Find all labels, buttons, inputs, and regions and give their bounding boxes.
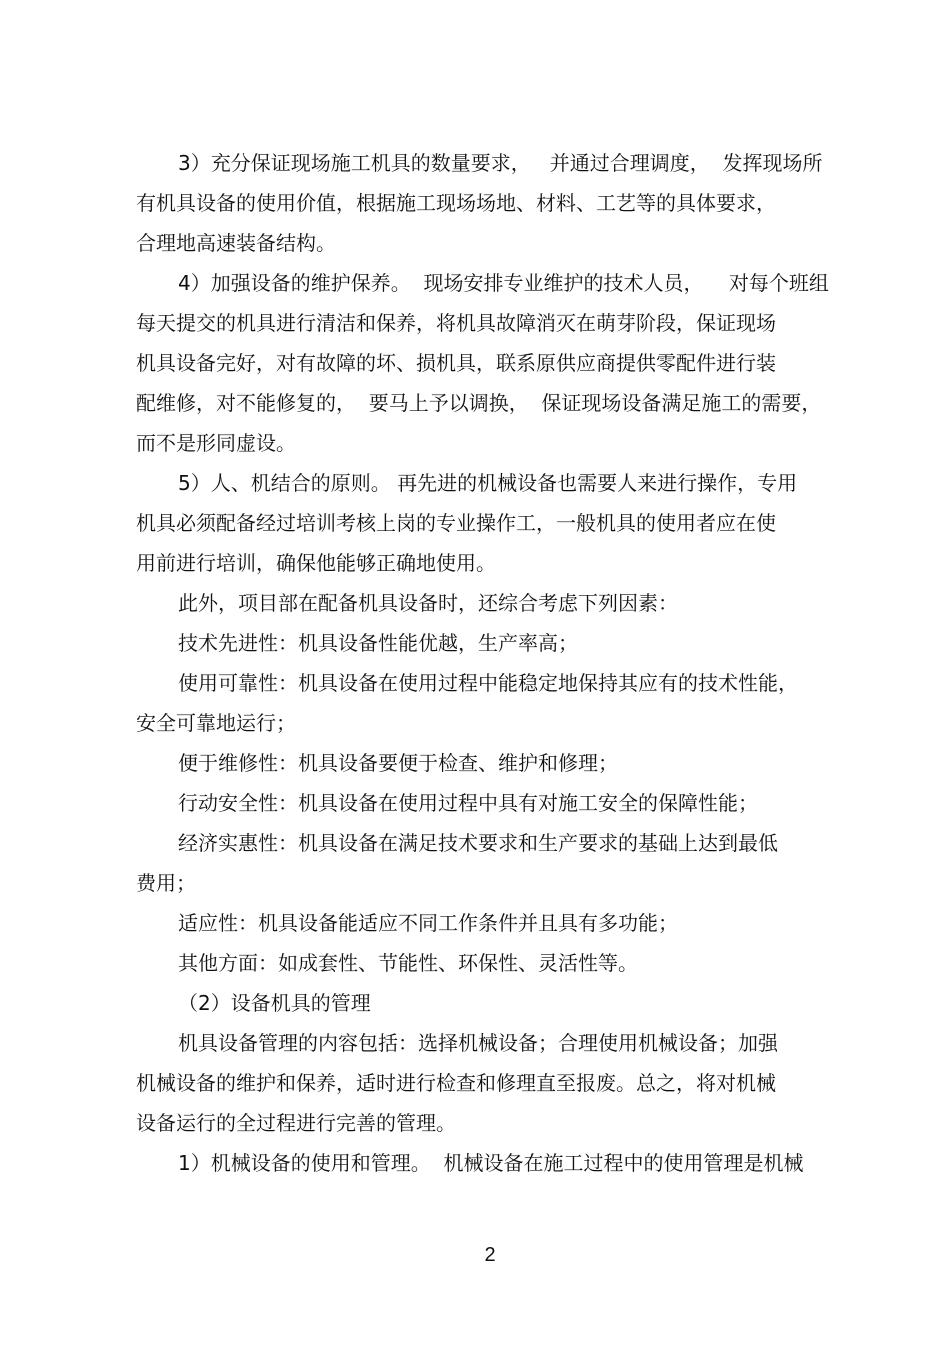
text-line: 设备运行的全过程进行完善的管理。 xyxy=(136,1111,456,1135)
text-line: 便于维修性：机具设备要便于检查、维护和修理； xyxy=(178,751,618,775)
text-line: 其他方面：如成套性、节能性、环保性、灵活性等。 xyxy=(178,951,638,975)
text-line: 机具设备完好，对有故障的坏、损机具，联系原供应商提供零配件进行装 xyxy=(136,351,776,375)
text-line: 此外，项目部在配备机具设备时，还综合考虑下列因素： xyxy=(178,591,678,615)
page-number: 2 xyxy=(484,1244,496,1266)
text-line: 经济实惠性：机具设备在满足技术要求和生产要求的基础上达到最低 xyxy=(178,831,778,855)
text-line: 安全可靠地运行； xyxy=(136,711,296,735)
text-line: 费用； xyxy=(136,871,196,895)
text-line: 机具设备管理的内容包括：选择机械设备；合理使用机械设备；加强 xyxy=(178,1031,778,1055)
text-line: 4）加强设备的维护保养。 现场安排专业维护的技术人员， 对每个班组 xyxy=(178,271,829,295)
text-line: 1）机械设备的使用和管理。 机械设备在施工过程中的使用管理是机械 xyxy=(178,1151,804,1175)
text-line: 技术先进性：机具设备性能优越，生产率高； xyxy=(178,631,578,655)
text-line: 用前进行培训，确保他能够正确地使用。 xyxy=(136,551,496,575)
text-line: 有机具设备的使用价值，根据施工现场场地、材料、工艺等的具体要求， xyxy=(136,191,776,215)
text-line: 配维修，对不能修复的， 要马上予以调换， 保证现场设备满足施工的需要， xyxy=(136,391,822,415)
text-line: 适应性：机具设备能适应不同工作条件并且具有多功能； xyxy=(178,911,678,935)
text-line: 行动安全性：机具设备在使用过程中具有对施工安全的保障性能； xyxy=(178,791,758,815)
text-line: 每天提交的机具进行清洁和保养，将机具故障消灭在萌芽阶段，保证现场 xyxy=(136,311,776,335)
text-line: 5）人、机结合的原则。 再先进的机械设备也需要人来进行操作，专用 xyxy=(178,471,798,495)
text-line: 合理地高速装备结构。 xyxy=(136,231,336,255)
section-heading: （2）设备机具的管理 xyxy=(178,991,371,1015)
text-line: 机械设备的维护和保养，适时进行检查和修理直至报废。总之，将对机械 xyxy=(136,1071,776,1095)
text-line: 使用可靠性：机具设备在使用过程中能稳定地保持其应有的技术性能， xyxy=(178,671,798,695)
text-line: 3）充分保证现场施工机具的数量要求， 并通过合理调度， 发挥现场所 xyxy=(178,151,823,175)
text-line: 机具必须配备经过培训考核上岗的专业操作工，一般机具的使用者应在使 xyxy=(136,511,776,535)
text-line: 而不是形同虚设。 xyxy=(136,431,296,455)
